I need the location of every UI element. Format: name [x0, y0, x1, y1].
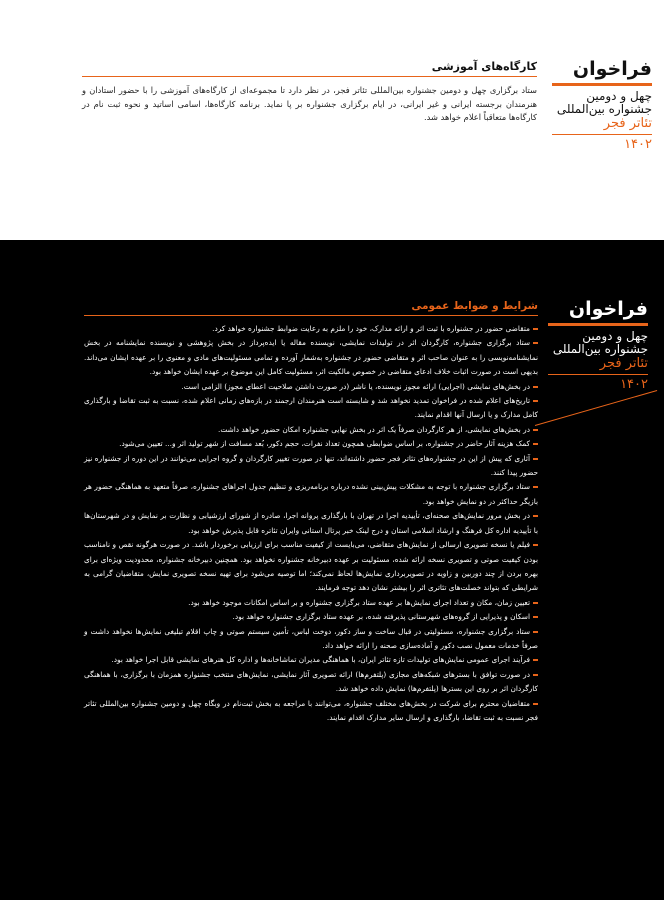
bullet-icon [533, 631, 538, 633]
rule-text: متقاضی حضور در جشنواره با ثبت اثر و ارائه مدارک، خود را ملزم به رعایت ضوابط جشنواره خواهد کرد. [212, 324, 530, 333]
workshops-heading-rule [82, 76, 537, 77]
bullet-icon [533, 674, 538, 676]
bullet-icon [533, 328, 538, 330]
bullet-icon [533, 616, 538, 618]
rule-item [84, 452, 538, 481]
rule-text: فرآیند اجرای عمومی نمایش‌های تولیدات تازه تئاتر ایران، با هماهنگی مدیران تماشاخانه‌ها و اداره کل هنرهای نمایشی قابل اجرا خواهد بود. [111, 655, 530, 665]
brand-line-1: چهل و دومین [586, 89, 652, 103]
rule-item [84, 437, 538, 451]
workshops-block [82, 60, 537, 125]
rule-text: در بخش‌های نمایشی، از هر کارگردان صرفاً یک اثر در بخش نهایی جشنواره امکان حضور خواهد داشت. [218, 424, 530, 434]
bullet-icon [533, 342, 538, 344]
rule-item [84, 538, 538, 596]
rule-item [84, 480, 538, 509]
rule-item [84, 336, 538, 379]
brand-line-1-dark: چهل و دومین [582, 329, 648, 343]
brand-block [552, 58, 652, 153]
rule-item [84, 625, 538, 654]
brand-rule-thin-dark [548, 374, 648, 375]
rule-item [84, 653, 538, 667]
rule-text: ستاد برگزاری جشنواره، مسئولیتی در قبال ساخت و ساز دکور، دوخت لباس، تأمین سیستم صوتی و چاپ اقلام تبلیغی نمایش‌ها نخواهد داشت و صرفاً خدمات معمول نصب دکور و آماده‌سازی صحنه را ارائه خواهد داد. [84, 626, 538, 650]
rule-text: متقاضیان محترم برای شرکت در بخش‌های مختلف جشنواره، می‌توانند با مراجعه به بخش ثبت‌نام در وبگاه چهل و دومین جشنواره بین‌المللی تئاتر فجر نسبت به ثبت تقاضا، بارگذاری و ارسال سایر مدارک اقدام نمایند. [84, 698, 538, 722]
rule-item [84, 380, 538, 394]
rule-text: در صورت توافق با بسترهای شبکه‌های مجازی (پلتفرم‌ها) ارائه تصویری آثار نمایشی، نمایش‌های منتخب جشنواره همزمان با برگزاری، با هماهنگی کارگردان اثر بر روی این بسترها (پلتفرم‌ها) نمایش داده خواهد شد. [84, 669, 538, 694]
brand-rule-dark [548, 323, 648, 326]
rules-block [84, 300, 538, 725]
rules-heading: شرایط و ضوابط عمومی [411, 300, 538, 312]
rule-item [84, 668, 538, 697]
brand-year: ۱۴۰۲ [624, 137, 652, 152]
workshops-body: ستاد برگزاری چهل و دومین جشنواره بین‌المللی تئاتر فجر، در نظر دارد تا مجموعه‌ای از کارگاه‌های آموزشی را با حضور استادان و هنرمندان برجسته ایرانی و غیر ایرانی، در ایام برگزاری جشنواره بر پا نماید. برنامه کارگاه‌ها، اسامی اساتید و نحوه ثبت نام در کارگاه‌ها متعاقباً اعلام خواهد شد. [82, 85, 537, 122]
brand-title: فراخوان [572, 58, 652, 80]
rule-text: آثاری که پیش از این در جشنواره‌های تئاتر فجر حضور داشته‌اند، تنها در صورت تغییر کارگردان و گروه اجرایی می‌توانند در این دوره از جشنواره نیز حضور پیدا کنند. [84, 453, 538, 478]
bullet-icon [533, 544, 538, 546]
brand-rule-thin [552, 134, 652, 135]
rule-item [84, 697, 538, 726]
rule-item [84, 509, 538, 538]
rules-heading-rule [84, 315, 538, 316]
rule-item [84, 596, 538, 610]
workshops-section [0, 0, 664, 240]
brand-rule [552, 83, 652, 86]
rule-text: ستاد برگزاری جشنواره با توجه به مشکلات پیش‌بینی نشده درباره برنامه‌ریزی و تنظیم جدول اجراهای جشنواره، صرفاً متعهد به هماهنگی حضور هر بازیگر حداکثر در دو نمایش خواهد بود. [84, 482, 538, 506]
bullet-icon [533, 486, 538, 488]
rule-text: کمک هزینه آثار حاضر در جشنواره، بر اساس ضوابطی همچون تعداد نفرات، حجم دکور، بُعد مسافت از شهر تولید اثر و... تعیین می‌شود. [119, 439, 530, 449]
bullet-icon [533, 443, 538, 445]
brand-line-2-dark: جشنواره بین‌المللی [552, 342, 648, 356]
brand-accent: تئاتر فجر [603, 116, 652, 131]
brand-title-dark: فراخوان [568, 298, 648, 320]
rule-item [84, 394, 538, 423]
rule-text: ستاد برگزاری جشنواره، کارگردان اثر در تولیدات نمایشی، نویسنده مقاله یا ایده‌پرداز در بخش پژوهشی و نویسنده نمایشنامه در بخش نمایشنامه‌نویسی را به عنوان صاحب اثر و متقاضی حضور در جشنواره به‌شمار آورده و تمامی مسئولیت‌های مادی و معنوی را بر عهده ایشان می‌داند. بدیهی است در صورت اثبات خلاف ادعای متقاضی در خصوص مالکیت اثر، مسئولیت کامل این موضوع بر عهده ایشان خواهد بود. [84, 338, 538, 377]
brand-line-2: جشنواره بین‌المللی [556, 102, 652, 116]
workshops-heading: کارگاه‌های آموزشی [431, 60, 537, 73]
bullet-icon [533, 386, 538, 388]
bullet-icon [533, 458, 538, 460]
bullet-icon [533, 659, 538, 661]
brand-accent-dark: تئاتر فجر [599, 356, 648, 371]
rule-item [84, 610, 538, 624]
rule-text: فیلم یا نسخه تصویری ارسالی از نمایش‌های متقاضی، می‌بایست از کیفیت مناسب برای ارزیابی برخوردار باشد. در صورت هرگونه نقص و نامناسب بودن کیفیت صوتی و تصویری نسخه ارائه شده، مسئولیت بر عهده دبیرخانه جشنواره نخواهد بود. همچنین دبیرخانه جشنواره، محدودیت ویژه‌ای برای بهره بردن از چند دوربین و زاویه در تصویربرداری نمایش‌ها لحاظ نمی‌کند؛ اما توصیه می‌شود برای تهیه نسخه تصویری نمایش، متقاضیان گرامی به شرایطی که بتواند خصلت‌های تئاتری اثر را بیشتر نشان دهد توجه فرمایند. [84, 540, 538, 593]
bullet-icon [533, 429, 538, 431]
rule-item [84, 322, 538, 336]
rules-list [84, 322, 538, 725]
rule-item [84, 423, 538, 437]
rule-text: تاریخ‌های اعلام شده در فراخوان تمدید نخواهد شد و شایسته است هنرمندان ارجمند در بازه‌های زمانی اعلام شده، نسبت به ثبت تقاضا و بارگذاری کامل مدارک و یا ارسال آنها اقدام نمایند. [84, 396, 538, 420]
rule-text: اسکان و پذیرایی از گروه‌های شهرستانی پذیرفته شده، بر عهده ستاد برگزاری جشنواره خواهد بود. [232, 612, 530, 622]
rule-text: در بخش مرور نمایش‌های صحنه‌ای، تأییدیه اجرا در تهران با بارگذاری پروانه اجرا، صادره از شورای ارزشیابی و نظارت بر نمایش و در شهرستان‌ها با تأییدیه اداره کل فرهنگ و ارشاد اسلامی استان و درج لینک خبر پرتال استانی وایران تئاتره قابل پذیرش خواهد بود. [84, 511, 538, 535]
rule-text: در بخش‌های نمایشی (اجرایی) ارائه مجوز نویسنده، یا ناشر (در صورت داشتن صلاحیت اعطای مجوز) الزامی است. [181, 381, 530, 391]
brand-block-dark [548, 298, 648, 393]
bullet-icon [533, 602, 538, 604]
rule-text: تعیین زمان، مکان و تعداد اجرای نمایش‌ها بر عهده ستاد برگزاری جشنواره و بر اساس امکانات موجود خواهد بود. [188, 597, 530, 607]
bullet-icon [533, 703, 538, 705]
bullet-icon [533, 400, 538, 402]
bullet-icon [533, 515, 538, 517]
brand-year-dark: ۱۴۰۲ [620, 377, 648, 392]
